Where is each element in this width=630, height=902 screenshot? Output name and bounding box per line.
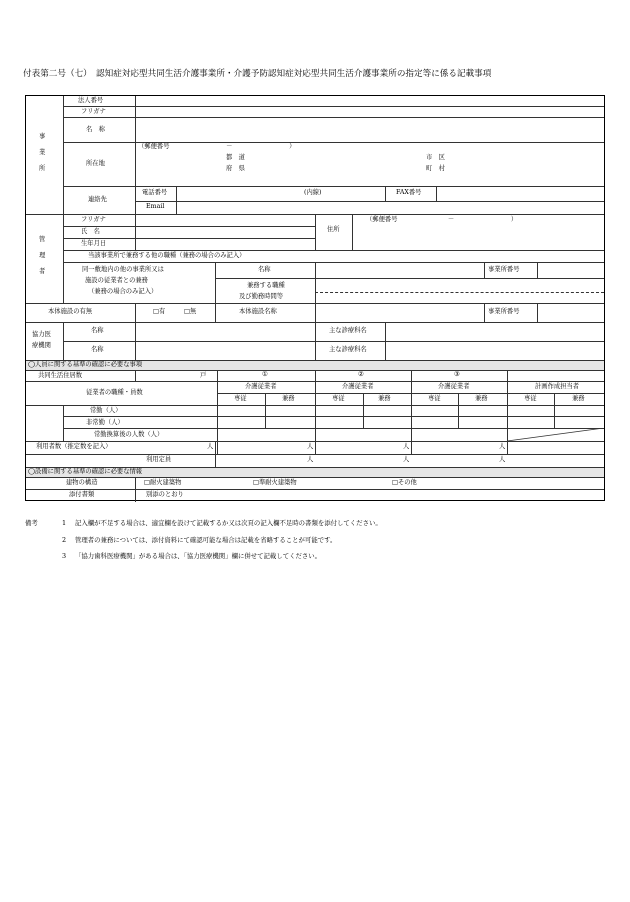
- office-name-label: 名 称: [86, 126, 105, 133]
- cooperating-label-1: 協力医: [32, 331, 51, 338]
- users-label: 利用者数（推定数を記入）: [36, 443, 112, 450]
- note-1-text: 記入欄が不足する場合は、適宜欄を設けて記載するか又は次頁の記入欄不足時の書類を添付してください。: [75, 519, 382, 527]
- capacity-person-4: 人: [499, 456, 506, 463]
- facility-section-header: ◯設備に関する基準の確認に必要な情報: [28, 468, 143, 475]
- cooperating-dept-label-2: 主な診療科名: [329, 346, 367, 353]
- contact-label: 連絡先: [88, 196, 107, 203]
- main-facility-no-checkbox[interactable]: □無: [184, 308, 197, 315]
- manager-name-label: 氏 名: [81, 228, 100, 235]
- shiku-label: 市 区: [426, 154, 445, 161]
- corporate-number-label: 法人番号: [78, 97, 104, 104]
- concurrent-label-1: 兼務: [282, 395, 295, 402]
- cooperating-label-2: 療機関: [32, 342, 51, 349]
- manager-furigana-label: フリガナ: [81, 216, 106, 223]
- job-label-1: 兼務する職種: [247, 282, 285, 289]
- cooperating-name-label-1: 名称: [91, 327, 104, 334]
- attachment-value: 別添のとおり: [146, 491, 184, 498]
- structure-label: 建物の構造: [66, 479, 98, 486]
- address-label: 所在地: [86, 160, 105, 167]
- extension-label: (内線): [304, 189, 322, 196]
- birth-date-label: 生年月日: [81, 240, 107, 247]
- staff-section-header: ◯人員に関する基準の確認に必要な事項: [28, 361, 143, 368]
- email-label: Email: [146, 203, 165, 210]
- fireproof-checkbox[interactable]: □耐火建築物: [144, 479, 182, 486]
- users-person-1: 人: [207, 443, 214, 450]
- other-facility-label-3: （兼務の場合のみ記入）: [88, 288, 158, 295]
- manager-label-2: 理: [39, 252, 46, 259]
- concurrent-label-3: 兼務: [475, 395, 488, 402]
- cooperating-dept-label-1: 主な診療科名: [329, 327, 367, 334]
- office-furigana-label: フリガナ: [81, 108, 106, 115]
- form-title: 付表第二号（七） 認知症対応型共同生活介護事業所・介護予防認知症対応型共同生活介護事業所の指定等に係る記載事項: [23, 69, 492, 79]
- manager-office-number-label: 事業所番号: [488, 266, 520, 273]
- main-facility-yes-checkbox[interactable]: □有: [153, 308, 166, 315]
- units-suffix: 戸: [200, 372, 207, 379]
- cooperating-name-label-2: 名称: [91, 346, 104, 353]
- note-2-text: 管理者の兼務については、添付資料にて確認可能な場合は記載を省略することが可能です。: [75, 536, 337, 544]
- other-facility-label-2: 施設の従業者との兼務: [85, 277, 148, 284]
- office-label-2: 業: [39, 149, 46, 156]
- concurrent-label-4: 兼務: [572, 395, 585, 402]
- users-person-4: 人: [499, 443, 506, 450]
- other-facility-name-label: 名称: [258, 266, 271, 273]
- fte-label: 常勤換算後の人数（人）: [94, 431, 164, 438]
- care-staff-label-1: 介護従業者: [245, 383, 277, 390]
- fax-label: FAX番号: [396, 189, 422, 196]
- users-person-2: 人: [307, 443, 314, 450]
- concurrent-label-2: 兼務: [378, 395, 391, 402]
- attachment-label: 添付書類: [69, 491, 95, 498]
- unit-circle-1: ①: [262, 371, 268, 378]
- diagonal-slash: [507, 428, 604, 441]
- staff-type-label: 従業者の職種・員数: [86, 389, 143, 396]
- users-person-3: 人: [403, 443, 410, 450]
- parttime-label: 非常勤（人）: [86, 419, 124, 426]
- fuken-label: 府 県: [226, 165, 245, 172]
- todo-label: 都 道: [226, 154, 245, 161]
- unit-circle-2: ②: [358, 371, 364, 378]
- capacity-person-2: 人: [307, 456, 314, 463]
- manager-address-label: 住所: [327, 226, 340, 233]
- planner-label: 計画作成担当者: [535, 383, 580, 390]
- main-facility-label: 本体施設の有無: [48, 308, 93, 315]
- full-label-2: 専従: [332, 395, 345, 402]
- other-structure-checkbox[interactable]: □その他: [392, 479, 417, 486]
- job-label-2: 及び勤務時間等: [239, 293, 284, 300]
- office-label-1: 事: [39, 133, 46, 140]
- note-3-text: 「協力歯科医療機関」がある場合は、「協力医療機関」欄に併せて記載してください。: [75, 552, 322, 560]
- office-label-3: 所: [39, 165, 46, 172]
- capacity-person-3: 人: [403, 456, 410, 463]
- capacity-label: 利用定員: [146, 456, 172, 463]
- office-postal-code: （郵便番号 － ）: [138, 143, 296, 150]
- other-facility-label-1: 同一敷地内の他の事業所又は: [82, 266, 164, 273]
- application-form: [25, 95, 605, 501]
- unit-circle-3: ③: [454, 371, 460, 378]
- fulltime-label: 常勤（人）: [90, 407, 122, 414]
- care-staff-label-3: 介護従業者: [438, 383, 470, 390]
- manager-label-3: 者: [39, 268, 46, 275]
- main-facility-name-label: 本体施設名称: [239, 308, 277, 315]
- semi-fireproof-checkbox[interactable]: □準耐火建築物: [253, 479, 297, 486]
- note-1-number: 1: [62, 519, 67, 527]
- manager-postal-code: （郵便番号 － ）: [366, 216, 518, 223]
- full-label-1: 専従: [234, 395, 247, 402]
- units-label: 共同生活住居数: [38, 372, 83, 379]
- notes-label: 備考: [25, 519, 38, 527]
- full-label-3: 専従: [428, 395, 441, 402]
- full-label-4: 専従: [524, 395, 537, 402]
- care-staff-label-2: 介護従業者: [342, 383, 374, 390]
- chouson-label: 町 村: [426, 165, 445, 172]
- note-2-number: 2: [62, 536, 67, 544]
- manager-label-1: 管: [39, 236, 46, 243]
- concurrent-duty-label: 当該事業所で兼務する他の職種（兼務の場合のみ記入）: [88, 252, 246, 259]
- note-3-number: 3: [62, 552, 67, 560]
- main-facility-office-number-label: 事業所番号: [488, 308, 520, 315]
- phone-label: 電話番号: [142, 189, 168, 196]
